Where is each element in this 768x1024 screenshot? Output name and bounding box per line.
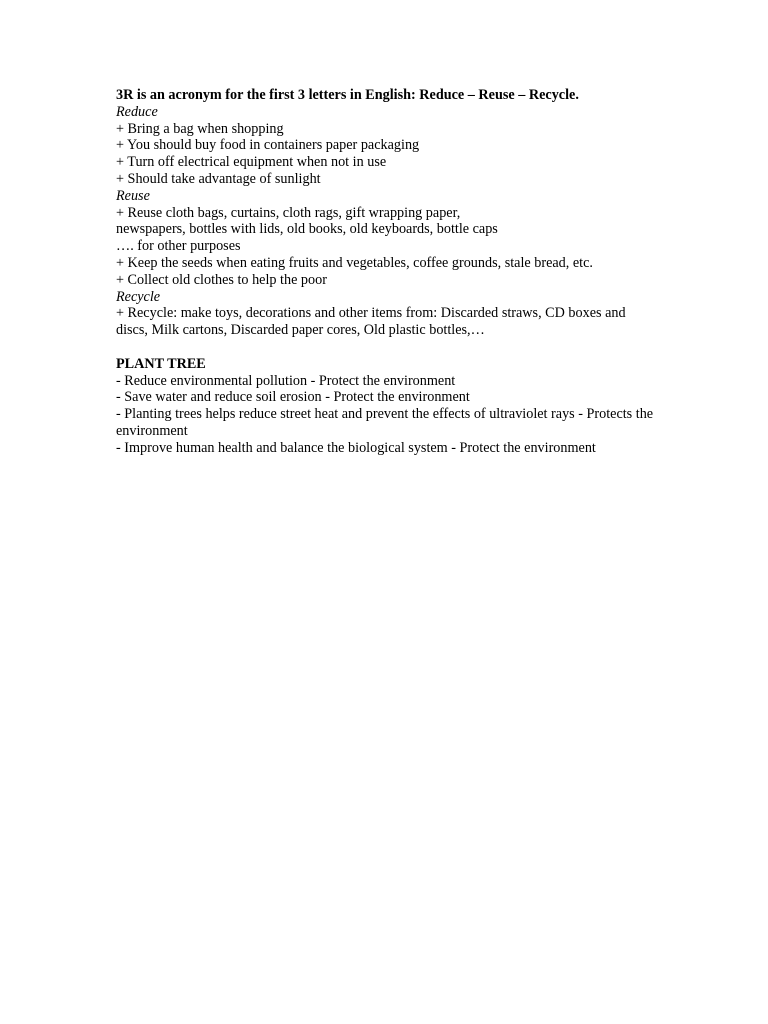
plant-tree-item: - Reduce environmental pollution - Protect the environment (116, 372, 456, 389)
plant-tree-item: - Save water and reduce soil erosion - Protect the environment (116, 389, 470, 406)
reuse-item: + Reuse cloth bags, curtains, cloth rags, gift wrapping paper, (116, 204, 461, 221)
reuse-item: …. for other purposes (116, 238, 241, 255)
reduce-item: + Bring a bag when shopping (116, 120, 284, 137)
reuse-item: newspapers, bottles with lids, old books, old keyboards, bottle caps (116, 221, 498, 238)
reduce-item: + You should buy food in containers paper packaging (116, 137, 420, 154)
plant-tree-item: - Improve human health and balance the biological system - Protect the environment (116, 439, 596, 456)
intro-heading: 3R is an acronym for the first 3 letters in English: Reduce – Reuse – Recycle. (116, 87, 579, 103)
plant-tree-heading: PLANT TREE (116, 355, 206, 372)
reuse-item: + Collect old clothes to help the poor (116, 271, 327, 288)
paragraph-spacer (116, 339, 656, 356)
reduce-item: + Should take advantage of sunlight (116, 170, 321, 187)
reduce-item: + Turn off electrical equipment when not in use (116, 154, 387, 171)
document-page (116, 87, 656, 457)
reuse-heading: Reuse (116, 187, 150, 204)
plant-tree-item: - Planting trees helps reduce street heat and prevent the effects of ultraviolet rays - Protects the environment (116, 406, 654, 439)
reduce-heading: Reduce (116, 103, 158, 120)
reuse-item: + Keep the seeds when eating fruits and vegetables, coffee grounds, stale bread, etc. (116, 254, 593, 271)
recycle-heading: Recycle (116, 288, 161, 305)
recycle-item: + Recycle: make toys, decorations and other items from: Discarded straws, CD boxes and discs, Milk cartons, Discarded paper cores, Old plastic bottles,… (116, 305, 626, 339)
